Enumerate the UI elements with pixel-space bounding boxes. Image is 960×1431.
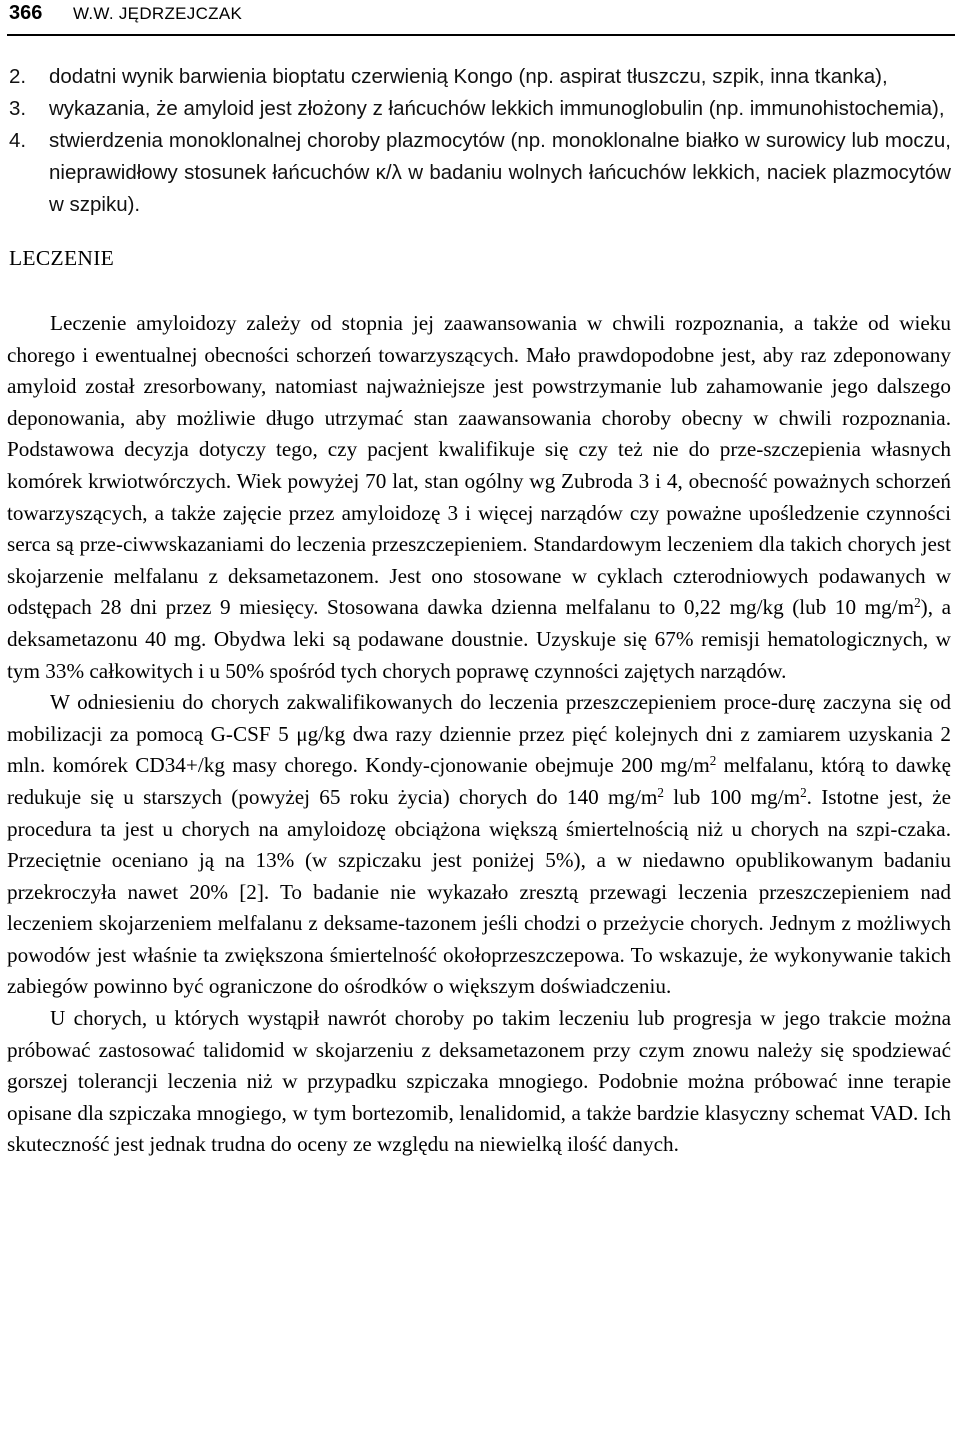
list-item-number: 3.	[9, 97, 27, 120]
list-item	[7, 93, 951, 125]
paragraph-text: Leczenie amyloidozy zależy od stopnia jej zaawansowania w chwili rozpoznania, a także od wieku chorego i ewentualnej obecności schorzeń towarzyszących. Mało prawdopodobne jest, aby raz zdeponowany amyloid został zresorbowany, natomiast najważniejsze jest powstrzymanie lub zahamowanie jego dalszego deponowania, aby możliwie długo utrzymać stan zaawansowania choroby obecny w chwili rozpoznania. Podstawowa decyzja dotyczy tego, czy pacjent kwalifikuje się czy też nie do prze-szczepienia własnych komórek krwiotwórczych. Wiek powyżej 70 lat, stan ogólny wg Zubroda 3 i 4, obecność poważnych schorzeń towarzyszących, a także zajęcie przez amyloidozę 3 i więcej narządów czy poważne upośledzenie czynności serca są prze-ciwwskazaniami do leczenia przeszczepieniem. Standardowym leczeniem dla takich chorych jest skojarzenie melfalanu z deksametazonem. Jest ono stosowane w cyklach czterodniowych podawanych w odstępach 28 dni przez 9 miesięcy. Stosowana dawka dzienna melfalanu to 0,22 mg/kg (lub 10 mg/m	[7, 311, 951, 620]
page-header	[7, 0, 951, 36]
list-item-text: wykazania, że amyloid jest złożony z łańcuchów lekkich immunoglobulin (np. immunohistochemia),	[49, 97, 945, 120]
list-item	[7, 125, 951, 221]
paragraph-3	[7, 1003, 951, 1161]
page-number: 366	[9, 2, 43, 24]
paragraph-text: lub 100 mg/m	[663, 784, 801, 809]
list-item-number: 2.	[9, 65, 27, 88]
paragraph-text: U chorych, u których wystąpił nawrót choroby po takim leczeniu lub progresja w jego trakcie można próbować zastosować talidomid w skojarzeniu z deksametazonem przy czym znowu należy się spodziewać gorszej tolerancji leczenia niż w przypadku szpiczaka mnogiego. Podobnie można próbować inne terapie opisane dla szpiczaka mnogiego, w tym bortezomib, lenalidomid, a także bardzie klasyczny schemat VAD. Ich skuteczność jest jednak trudna do oceny ze względu na niewielką ilość danych.	[7, 1006, 951, 1157]
section-heading: LECZENIE	[9, 246, 115, 270]
paragraph-text: . Istotne jest, że procedura ta jest u chorych na amyloidozę obciążona większą śmiertelnością niż u chorych na szpi-czaka. Przeciętnie oceniano ją na 13% (w szpiczaku jest poniżej 5%), a w niedawno opublikowanym badaniu przekroczyła nawet 20% [2]. To badanie nie wykazało zresztą przewagi leczenia przeszczepieniem nad leczeniem skojarzeniem melfalanu z deksame-tazonem jeśli chodzi o przeżycie chorych. Jednym z możliwych powodów jest właśnie ta zwiększona śmiertelność okołoprzeszczepowa. To wskazuje, że wykonywanie takich zabiegów powinno być ograniczone do ośrodków o większym doświadczeniu.	[7, 784, 951, 999]
superscript: 2	[657, 784, 664, 800]
paragraph-text: ), a deksametazonu 40 mg. Obydwa leki są podawane doustnie. Uzyskuje się 67% remisji hematologicznych, w tym 33% całkowitych i u 50% spośród tych chorych poprawę czynności zajętych narządów.	[7, 595, 951, 683]
section-body	[7, 308, 951, 1161]
list-item-number: 4.	[9, 129, 27, 152]
paragraph-1	[7, 308, 951, 687]
criteria-list	[7, 61, 951, 221]
superscript: 2	[800, 784, 807, 800]
list-item-text: dodatni wynik barwienia bioptatu czerwienią Kongo (np. aspirat tłuszczu, szpik, inna tkanka),	[49, 65, 888, 88]
header-rule	[7, 34, 955, 36]
running-head: W.W. JĘDRZEJCZAK	[73, 4, 243, 23]
paragraph-2	[7, 687, 951, 1003]
superscript: 2	[914, 595, 921, 611]
list-item	[7, 61, 951, 93]
superscript: 2	[709, 753, 717, 769]
paragraph-text: W odniesieniu do chorych zakwalifikowanych do leczenia przeszczepieniem proce-durę zaczyna się od mobilizacji za pomocą G-CSF 5 μg/kg dwa razy dziennie przez pięć kolejnych dni z zamiarem uzyskania 2 mln. komórek CD34+/kg masy chorego. Kondy-cjonowanie obejmuje 200 mg/m	[7, 690, 951, 778]
list-item-text: stwierdzenia monoklonalnej choroby plazmocytów (np. monoklonalne białko w surowicy lub moczu, nieprawidłowy stosunek łańcuchów κ/λ w badaniu wolnych łańcuchów lekkich, naciek plazmocytów w szpiku).	[49, 129, 951, 216]
document-page	[7, 0, 951, 1161]
paragraph-text: melfalanu, którą to dawkę redukuje się u starszych (powyżej 65 roku życia) chorych do 140 mg/m	[7, 753, 951, 809]
